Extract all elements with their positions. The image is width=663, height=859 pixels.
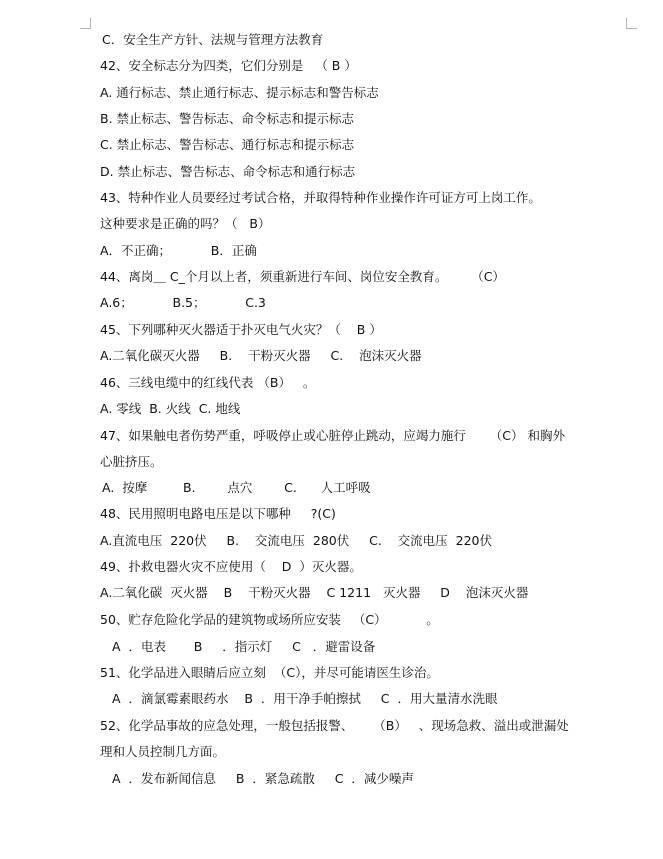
text-line: A ．滴氯霉素眼药水 B ．用干净手帕擦拭 C ．用大量清水洗眼	[112, 691, 498, 706]
text-line: 47、如果触电者伤势严重，呼吸停止或心脏停止跳动，应竭力施行 （C） 和胸外	[100, 428, 565, 443]
text-line: A.直流电压 220伏 B. 交流电压 280伏 C. 交流电压 220伏	[100, 533, 492, 548]
text-line: 49、扑救电器火灾不应使用（ D ）灭火器。	[100, 559, 362, 574]
text-line: 51、化学品进入眼睛后应立刻 （C），并尽可能请医生诊治。	[100, 665, 439, 680]
text-line: D. 禁止标志、警告标志、命令标志和通行标志	[100, 164, 356, 179]
crop-mark-top-left	[80, 18, 91, 29]
text-line: A.二氧化碳灭火器 B. 干粉灭火器 C. 泡沫灭火器	[100, 348, 422, 363]
text-line: A.二氧化碳 灭火器 B 干粉灭火器 C 1211 灭火器 D 泡沫灭火器	[100, 585, 529, 600]
text-line: 50、贮存危险化学品的建筑物或场所应安装 （C） 。	[100, 612, 439, 627]
text-line: A. 按摩 B. 点穴 C. 人工呼吸	[102, 480, 371, 495]
text-line: 48、民用照明电路电压是以下哪种 ?(C)	[100, 506, 336, 521]
text-line: 这种要求是正确的吗？（ B）	[100, 216, 271, 231]
text-line: 45、下列哪种灭火器适于扑灭电气火灾？（ B ）	[100, 322, 382, 337]
text-line: A. 通行标志、禁止通行标志、提示标志和警告标志	[100, 85, 379, 100]
text-line: 心脏挤压。	[100, 454, 163, 469]
text-line: A ．电表 B ．指示灯 C ．避雷设备	[112, 639, 376, 654]
text-line: C. 禁止标志、警告标志、通行标志和提示标志	[100, 137, 355, 152]
crop-mark-top-right	[626, 18, 637, 29]
text-line: 43、特种作业人员要经过考试合格，并取得特种作业操作许可证方可上岗工作。	[100, 190, 541, 205]
text-line: 理和人员控制几方面。	[100, 744, 226, 759]
text-line: 44、离岗＿ C_个月以上者，须重新进行车间、岗位安全教育。 （C）	[100, 269, 505, 284]
text-line: 42、安全标志分为四类，它们分别是 （ B ）	[100, 58, 357, 73]
text-line: 46、三线电缆中的红线代表 （B） 。	[100, 375, 316, 390]
text-line: C．安全生产方针、法规与管理方法教育	[102, 32, 324, 47]
text-line: A. 零线 B. 火线 C. 地线	[100, 401, 241, 416]
text-line: A.6； B.5； C.3	[100, 295, 266, 310]
text-line: A．不正确； B．正确	[100, 243, 257, 258]
text-line: A ．发布新闻信息 B ．紧急疏散 C ．减少噪声	[112, 771, 414, 786]
text-line: B. 禁止标志、警告标志、命令标志和提示标志	[100, 111, 355, 126]
text-line: 52、化学品事故的应急处理，一般包括报警、 （B） 、现场急救、溢出或泄漏处	[100, 718, 569, 733]
